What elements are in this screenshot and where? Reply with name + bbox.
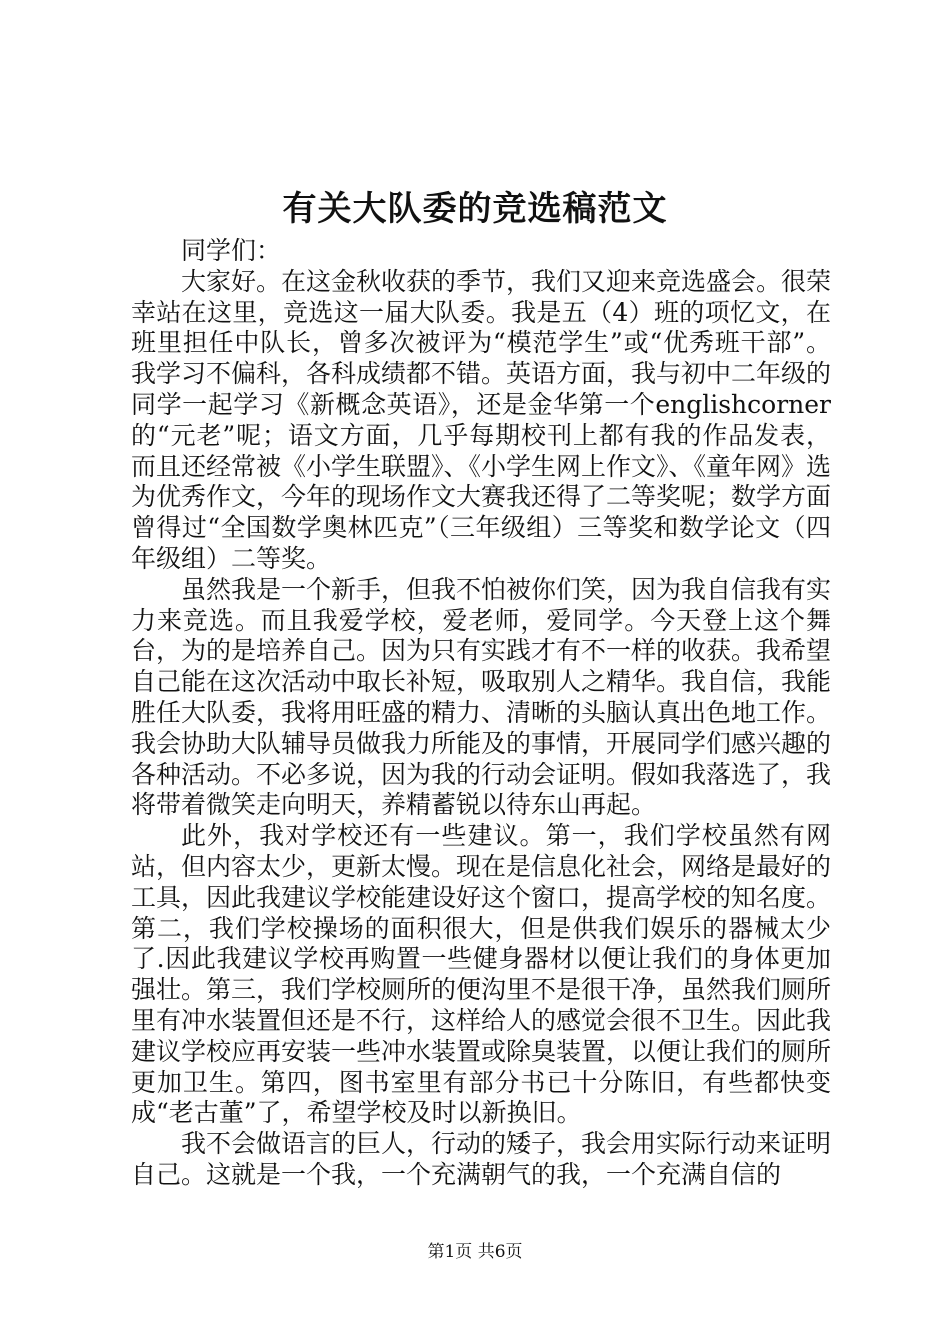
- paragraph: 虽然我是一个新手，但我不怕被你们笑，因为我自信我有实力来竞选。而且我爱学校，爱老师，爱同学。今天登上这个舞台，为的是培养自己。因为只有实践才有不一样的收获。我希望自己能在这次活动中取长补短，吸取别人之精华。我自信，我能胜任大队委，我将用旺盛的精力、清晰的头脑认真出色地工作。我会协助大队辅导员做我力所能及的事情，开展同学们感兴趣的各种活动。不必多说，因为我的行动会证明。假如我落选了，我将带着微笑走向明天，养精蓄锐以待东山再起。: [131, 574, 832, 820]
- document-body: [131, 236, 831, 1191]
- page-number-footer: 第1页 共6页: [427, 1242, 523, 1262]
- document-title: 有关大队委的竞选稿范文: [282, 189, 668, 229]
- paragraph: 此外，我对学校还有一些建议。第一，我们学校虽然有网站，但内容太少，更新太慢。现在是信息化社会，网络是最好的工具，因此我建议学校能建设好这个窗口，提高学校的知名度。第二，我们学校操场的面积很大，但是供我们娱乐的器械太少了.因此我建议学校再购置一些健身器材以便让我们的身体更加强壮。第三，我们学校厕所的便沟里不是很干净，虽然我们厕所里有冲水装置但还是不行，这样给人的感觉会很不卫生。因此我建议学校应再安装一些冲水装置或除臭装置，以便让我们的厕所更加卫生。第四，图书室里有部分书已十分陈旧，有些都快变成“老古董”了，希望学校及时以新换旧。: [131, 821, 832, 1128]
- paragraph: 大家好。在这金秋收获的季节，我们又迎来竞选盛会。很荣幸站在这里，竞选这一届大队委。我是五（4）班的项忆文，在班里担任中队长，曾多次被评为“模范学生”或“优秀班干部”。我学习不偏科，各科成绩都不错。英语方面，我与初中二年级的同学一起学习《新概念英语》，还是金华第一个englishcorner的“元老”呢；语文方面，几乎每期校刊上都有我的作品发表，而且还经常被《小学生联盟》、《小学生网上作文》、《童年网》选为优秀作文，今年的现场作文大赛我还得了二等奖呢；数学方面曾得过“全国数学奥林匹克”（三年级组）三等奖和数学论文（四年级组）二等奖。: [131, 266, 832, 573]
- paragraph: 我不会做语言的巨人，行动的矮子，我会用实际行动来证明自己。这就是一个我，一个充满朝气的我，一个充满自信的: [131, 1129, 832, 1189]
- greeting: 同学们：: [181, 236, 282, 265]
